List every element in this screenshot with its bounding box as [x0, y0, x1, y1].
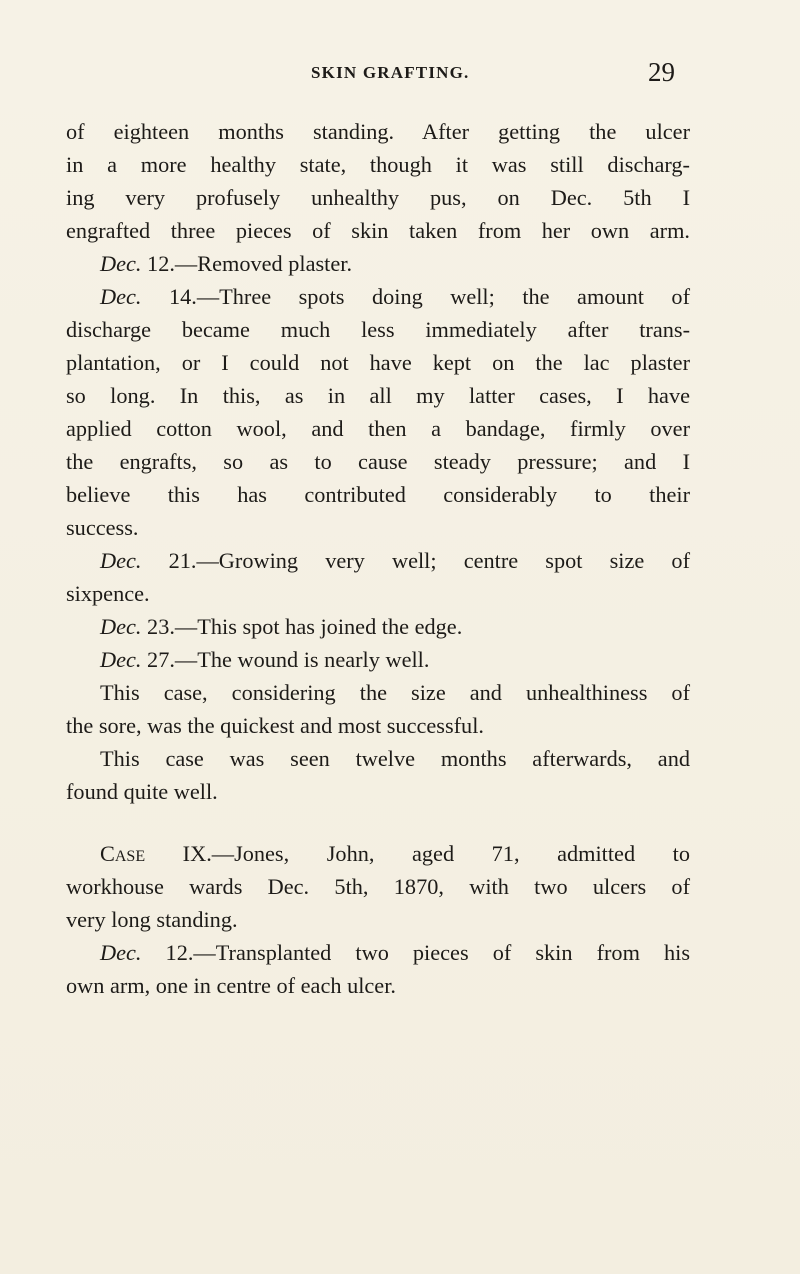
text-line: of eighteen months standing. After getting the ulcer — [66, 119, 690, 144]
running-head — [0, 57, 800, 97]
text-line: found quite well. — [66, 779, 218, 804]
text-line: the engrafts, so as to cause steady pressure; and I — [66, 449, 690, 474]
text-line: workhouse wards Dec. 5th, 1870, with two ulcers of — [66, 874, 690, 899]
entry-date: Dec. — [100, 940, 142, 965]
running-head-title: SKIN GRAFTING. — [311, 63, 470, 82]
diary-entry-line: Dec. 23.—This spot has joined the edge. — [100, 614, 463, 639]
text-line: sixpence. — [66, 581, 150, 606]
text-line: applied cotton wool, and then a bandage, firmly over — [66, 416, 690, 441]
entry-date: Dec. — [100, 647, 142, 672]
case-heading-line: Case IX.—Jones, John, aged 71, admitted to — [100, 841, 690, 866]
page-number: 29 — [648, 57, 675, 87]
diary-entry-line: Dec. 12.—Removed plaster. — [100, 251, 353, 276]
diary-entry-line: Dec. 14.—Three spots doing well; the amount of — [100, 284, 690, 309]
text-line: discharge became much less immediately after trans- — [66, 317, 690, 342]
text-line: own arm, one in centre of each ulcer. — [66, 973, 396, 998]
text-line: the sore, was the quickest and most successful. — [66, 713, 484, 738]
text-line: This case, considering the size and unhealthiness of — [100, 680, 690, 705]
text-line: very long standing. — [66, 907, 238, 932]
text-line: ing very profusely unhealthy pus, on Dec. 5th I — [66, 185, 690, 210]
case-label: Case — [100, 841, 146, 866]
entry-date: Dec. — [100, 251, 142, 276]
text-line: believe this has contributed considerably to their — [66, 482, 690, 507]
diary-entry-line: Dec. 21.—Growing very well; centre spot size of — [100, 548, 690, 573]
diary-entry-line: Dec. 27.—The wound is nearly well. — [100, 647, 430, 672]
text-line: This case was seen twelve months afterwards, and — [100, 746, 690, 771]
entry-date: Dec. — [100, 284, 142, 309]
text-line: engrafted three pieces of skin taken from her own arm. — [66, 218, 690, 243]
text-line: success. — [66, 515, 139, 540]
text-line: in a more healthy state, though it was still discharg- — [66, 152, 690, 177]
text-line: plantation, or I could not have kept on the lac plaster — [66, 350, 690, 375]
entry-date: Dec. — [100, 548, 142, 573]
entry-date: Dec. — [100, 614, 142, 639]
diary-entry-line: Dec. 12.—Transplanted two pieces of skin from his — [100, 940, 690, 965]
text-line: so long. In this, as in all my latter cases, I have — [66, 383, 690, 408]
